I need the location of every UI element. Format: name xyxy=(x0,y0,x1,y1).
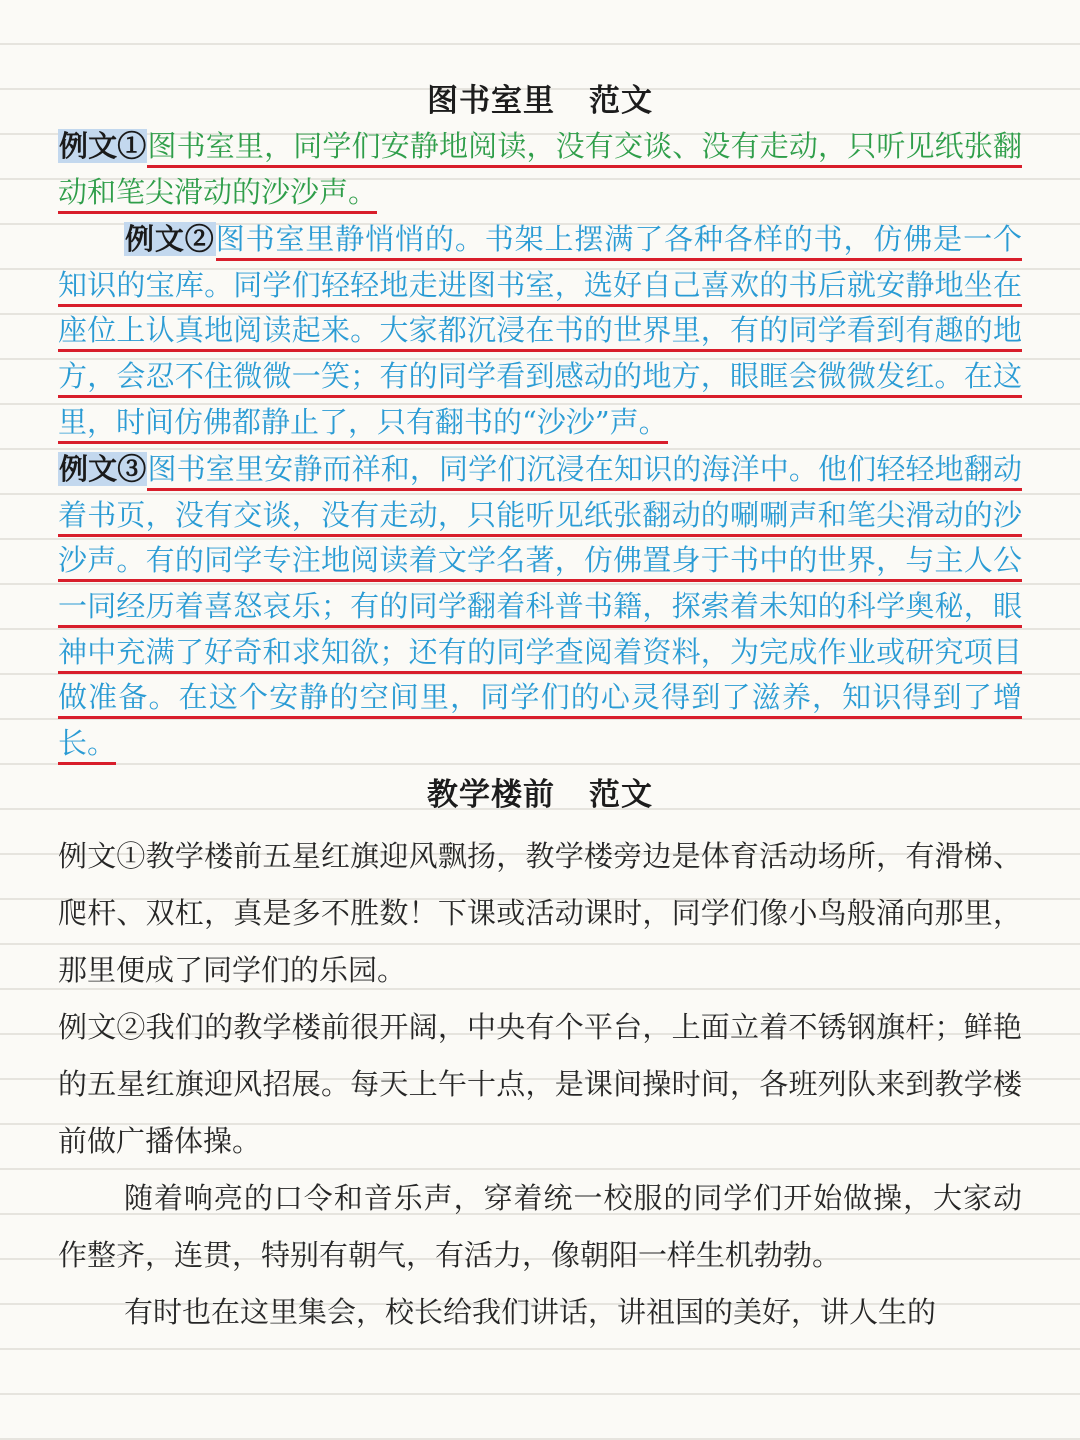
section-title-library xyxy=(58,78,1022,124)
example-label-1: 例文① xyxy=(59,129,147,163)
building-paragraph-1: 例文①教学楼前五星红旗迎风飘扬，教学楼旁边是体育活动场所，有滑梯、爬杆、双杠，真是多不胜数！下课或活动课时，同学们像小鸟般涌向那里，那里便成了同学们的乐园。 xyxy=(58,839,1022,988)
example-label-2: 例文② xyxy=(125,222,215,257)
example-text-2: 图书室里静悄悄的。书架上摆满了各种各样的书，仿佛是一个知识的宝库。同学们轻轻地走进图书室，选好自己喜欢的书后就安静地坐在座位上认真地阅读起来。大家都沉浸在书的世界里，有的同学看到有趣的地方，会忍不住微微一笑；有的同学看到感动的地方，眼眶会微微发红。在这里，时间仿佛都静止了，只有翻书的“沙沙”声。 xyxy=(58,222,1022,443)
building-paragraph-4: 有时也在这里集会，校长给我们讲话，讲祖国的美好，讲人生的 xyxy=(124,1295,937,1330)
example-text-3: 图书室里安静而祥和，同学们沉浸在知识的海洋中。他们轻轻地翻动着书页，没有交谈，没有走动，只能听见纸张翻动的唰唰声和笔尖滑动的沙沙声。有的同学专注地阅读着文学名著，仿佛置身于书中的世界，与主人公一同经历着喜怒哀乐；有的同学翻着科普书籍，探索着未知的科学奥秘，眼神中充满了好奇和求知欲；还有的同学查阅着资料，为完成作业或研究项目做准备。在这个安静的空间里，同学们的心灵得到了滋养，知识得到了增长。 xyxy=(58,452,1022,765)
section-title-building xyxy=(58,772,1022,818)
section-title-building-left: 教学楼前 xyxy=(427,777,555,814)
example-paragraph-1 xyxy=(58,124,1022,215)
document-page xyxy=(58,78,1022,1341)
section-title-library-right: 范文 xyxy=(589,83,653,119)
building-paragraph-2: 例文②我们的教学楼前很开阔，中央有个平台，上面立着不锈钢旗杆；鲜艳的五星红旗迎风招展。每天上午十点，是课间操时间，各班列队来到教学楼前做广播体操。 xyxy=(58,1010,1022,1159)
building-paragraph-3: 随着响亮的口令和音乐声，穿着统一校服的同学们开始做操，大家动作整齐，连贯，特别有朝气，有活力，像朝阳一样生机勃勃。 xyxy=(58,1181,1022,1273)
section-title-building-right: 范文 xyxy=(589,777,653,814)
example-label-3: 例文③ xyxy=(59,452,147,487)
example-paragraph-3 xyxy=(58,447,1022,766)
example-text-1: 图书室里，同学们安静地阅读，没有交谈、没有走动，只听见纸张翻动和笔尖滑动的沙沙声。 xyxy=(58,129,1022,214)
section-title-library-left: 图书室里 xyxy=(427,83,555,119)
example-paragraph-2 xyxy=(58,217,1022,445)
